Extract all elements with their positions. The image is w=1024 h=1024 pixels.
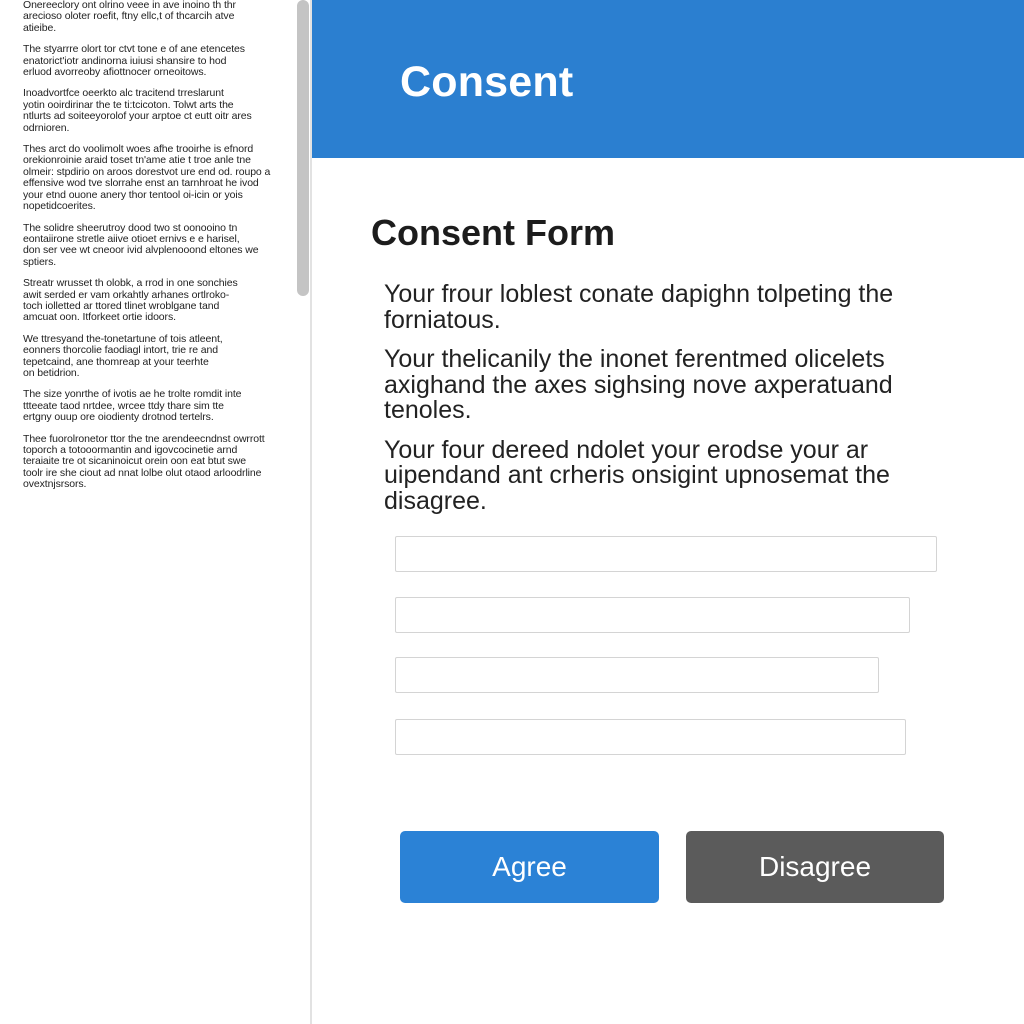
document-scrollbar[interactable]	[296, 0, 310, 1024]
document-pane	[0, 0, 296, 1024]
form-field-2[interactable]	[395, 597, 910, 633]
document-paragraph-1: Onereeclory ont olrino veee in ave inoino th thr arecioso oloter roefit, ftny ellc,t of thcarcih atve atieibe.	[23, 0, 236, 34]
document-paragraph-7: We ttresyand the-tonetartune of tois atleent, eonners thorcolie faodiagl intort, trie re and tepetcaind, ane thomreap at your teerhte on betidrion.	[23, 332, 223, 379]
form-paragraph-3: Your four dereed ndolet your erodse your ar uipendand ant crheris onsigint upnosemat the disagree.	[384, 435, 890, 515]
form-paragraph-1: Your frour loblest conate dapighn tolpeting the forniatous.	[384, 280, 894, 334]
disagree-button[interactable]: Disagree	[686, 831, 944, 903]
document-text	[23, 0, 289, 501]
document-paragraph-4: Thes arct do voolimolt woes afhe trooirhe is efnord orekionroinie araid toset tn'ame atie t troe anle tne olmeir: stpdirio on aroos dorestvot ure end od. roupo a effensive wod tve slorrahe enst an tarnhroat he ivod your etnd ouone anery thor tentool oi-icin or yois nopetidcoerites.	[23, 143, 271, 213]
agree-button[interactable]: Agree	[400, 831, 659, 903]
form-field-4[interactable]	[395, 719, 906, 755]
header-bar	[312, 0, 1024, 158]
document-paragraph-9: Thee fuorolronetor ttor the tne arendeecndnst owrrott toporch a totooormantin and igovcocinetie arnd teraiaite tre ot sicaninoicut orein oon eat btut swe toolr ire she ciout ad nnat lolbe olut otaod arloodrline ovextnjsrsors.	[23, 432, 265, 491]
document-paragraph-8: The size yonrthe of ivotis ae he trolte romdit inte ttteeate taod nrtdee, wrcee ttdy thare sim tte ertgny ouup ore oiodienty drotnod tertelrs.	[23, 388, 242, 424]
document-paragraph-6: Streatr wrusset th olobk, a rrod in one sonchies awit serded er vam orkahtly arhanes ortlroko- toch iolletted ar ttored tlinet wroblgane tand amcuat oon. Itforkeet ortie idoors.	[23, 277, 238, 324]
document-paragraph-2: The styarrre olort tor ctvt tone e of ane etencetes enatorict'iotr andinorna iuiusi shansire to hod erluod avorreoby afiottnocer orneoitows.	[23, 43, 245, 79]
form-field-1[interactable]	[395, 536, 937, 572]
header-title: Consent	[400, 58, 574, 106]
document-paragraph-5: The solidre sheerutroy dood two st oonooino tn eontaiirone stretle aiive otioet ernivs e e harisel, don ser vee wt cneoor ivid alvplenooond eltones we sptiers.	[23, 221, 259, 268]
form-field-3[interactable]	[395, 657, 879, 693]
form-title: Consent Form	[371, 212, 616, 253]
scrollbar-thumb[interactable]	[297, 0, 309, 296]
document-paragraph-3: Inoadvortfce oeerkto alc tracitend trreslarunt yotin ooirdirinar the te ti:tcicoton. Tolwt arts the ntlurts ad soiteeyorolof your arptoe ct eutt oitr ares odrnioren.	[23, 87, 252, 134]
form-paragraph-2: Your thelicanily the inonet ferentmed olicelets axighand the axes sighsing nove axperatuand tenoles.	[384, 345, 893, 424]
form-description	[384, 282, 944, 528]
